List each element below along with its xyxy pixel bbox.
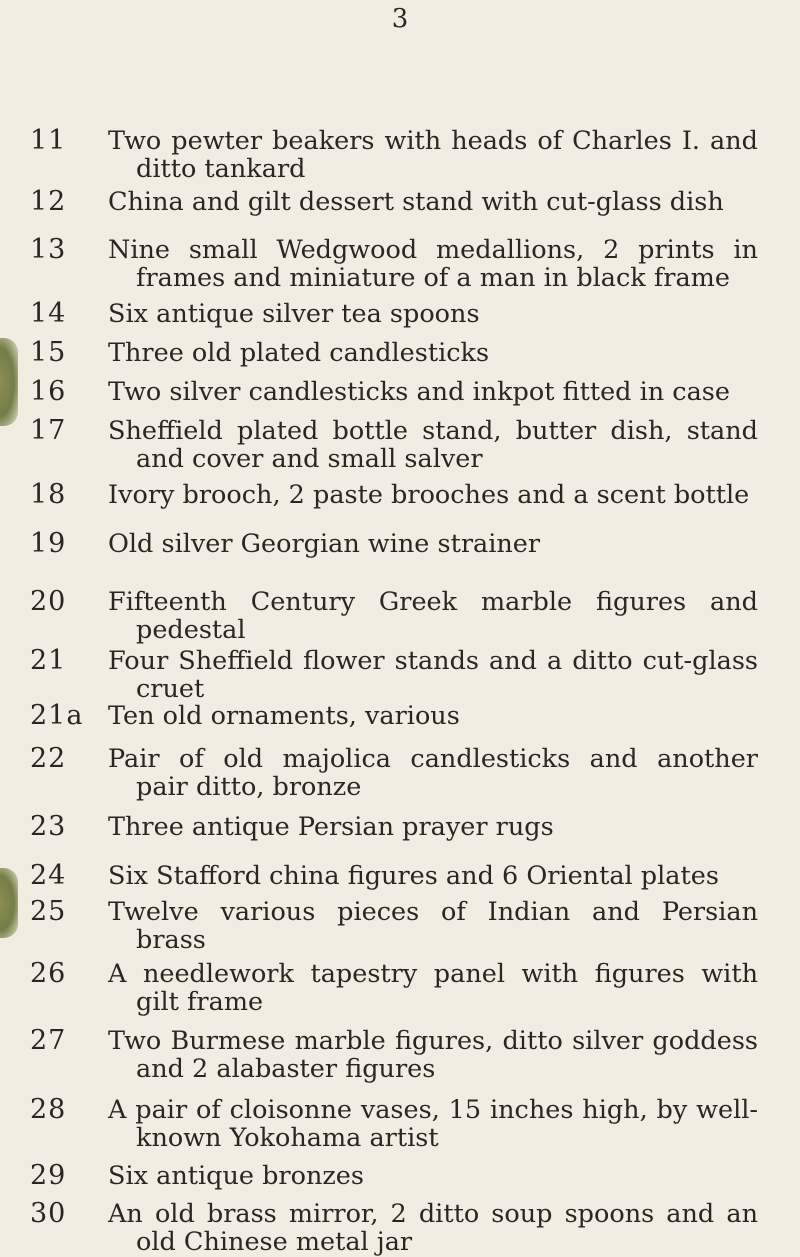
lot-description-line: Two silver candlesticks and inkpot fitted in case — [108, 377, 730, 407]
lot-description-line: known Yokohama artist — [136, 1123, 439, 1153]
lot-number: 28 — [30, 1094, 67, 1125]
page-stain-lower — [0, 868, 18, 938]
lot-description — [108, 339, 758, 367]
lot-number: 29 — [30, 1160, 67, 1191]
lot-number: 24 — [30, 860, 67, 891]
lot-description-line: brass — [136, 925, 206, 955]
lot-description — [108, 588, 758, 644]
lot-description-line: Sheffield plated bottle stand, butter dish, stand — [108, 416, 758, 446]
page-number: 3 — [391, 4, 409, 34]
lot-description-line: frames and miniature of a man in black frame — [136, 263, 730, 293]
lot-number: 20 — [30, 586, 67, 617]
lot-description-line: A pair of cloisonne vases, 15 inches high, by well- — [108, 1095, 758, 1125]
lot-number: 16 — [30, 376, 67, 407]
lot-number: 21 — [30, 645, 67, 676]
lot-number: 27 — [30, 1025, 67, 1056]
lot-description-line: Pair of old majolica candlesticks and another — [108, 744, 758, 774]
lot-description — [108, 745, 758, 801]
lot-number: 21a — [30, 700, 84, 731]
lot-description-line: Six Stafford china figures and 6 Oriental plates — [108, 861, 719, 891]
lot-number: 23 — [30, 811, 67, 842]
lot-description-line: pedestal — [136, 615, 246, 645]
lot-description — [108, 1096, 758, 1152]
lot-description — [108, 1162, 758, 1190]
lot-number: 19 — [30, 528, 67, 559]
lot-description — [108, 530, 758, 558]
lot-description-line: Three old plated candlesticks — [108, 338, 490, 368]
lot-description-line: An old brass mirror, 2 ditto soup spoons and an — [108, 1199, 758, 1229]
lot-description-line: gilt frame — [136, 987, 264, 1017]
lot-description-line: Six antique silver tea spoons — [108, 299, 480, 329]
lot-description — [108, 702, 758, 730]
lot-number: 26 — [30, 958, 67, 989]
lot-description — [108, 960, 758, 1016]
lot-description-line: Four Sheffield flower stands and a ditto cut-glass — [108, 646, 758, 676]
lot-description — [108, 813, 758, 841]
lot-number: 15 — [30, 337, 67, 368]
lot-description — [108, 188, 758, 216]
lot-description-line: Ivory brooch, 2 paste brooches and a scent bottle — [108, 480, 750, 510]
lot-number: 25 — [30, 896, 67, 927]
lot-description-line: Fifteenth Century Greek marble figures and — [108, 587, 758, 617]
lot-description — [108, 417, 758, 473]
lot-description — [108, 1027, 758, 1083]
lot-number: 13 — [30, 234, 67, 265]
lot-number: 17 — [30, 415, 67, 446]
lot-description — [108, 127, 758, 183]
lot-description-line: China and gilt dessert stand with cut-glass dish — [108, 187, 724, 217]
lot-description — [108, 481, 758, 509]
lot-description — [108, 1200, 758, 1256]
lot-number: 18 — [30, 479, 67, 510]
lot-description-line: cruet — [136, 674, 205, 704]
lot-description-line: Three antique Persian prayer rugs — [108, 812, 554, 842]
lot-description-line: Old silver Georgian wine strainer — [108, 529, 541, 559]
lot-description — [108, 898, 758, 954]
lot-number: 12 — [30, 186, 67, 217]
lot-description-line: pair ditto, bronze — [136, 772, 362, 802]
lot-description — [108, 378, 758, 406]
lot-description — [108, 647, 758, 703]
lot-description-line: Two Burmese marble figures, ditto silver goddess — [108, 1026, 758, 1056]
lot-description — [108, 300, 758, 328]
lot-number: 22 — [30, 743, 67, 774]
lot-number: 14 — [30, 298, 67, 329]
lot-description-line: Ten old ornaments, various — [108, 701, 460, 731]
lot-description-line: Nine small Wedgwood medallions, 2 prints in — [108, 235, 758, 265]
lot-description-line: and 2 alabaster figures — [136, 1054, 436, 1084]
lot-description-line: Six antique bronzes — [108, 1161, 364, 1191]
lot-description-line: ditto tankard — [136, 154, 306, 184]
lot-description — [108, 862, 758, 890]
lot-description-line: Twelve various pieces of Indian and Persian — [108, 897, 758, 927]
lot-description-line: and cover and small salver — [136, 444, 483, 474]
lot-description-line: old Chinese metal jar — [136, 1227, 413, 1257]
lot-number: 11 — [30, 125, 67, 156]
page-stain-upper — [0, 338, 18, 426]
lot-number: 30 — [30, 1198, 67, 1229]
lot-description-line: Two pewter beakers with heads of Charles I. and — [108, 126, 758, 156]
lot-description-line: A needlework tapestry panel with figures with — [108, 959, 758, 989]
lot-description — [108, 236, 758, 292]
